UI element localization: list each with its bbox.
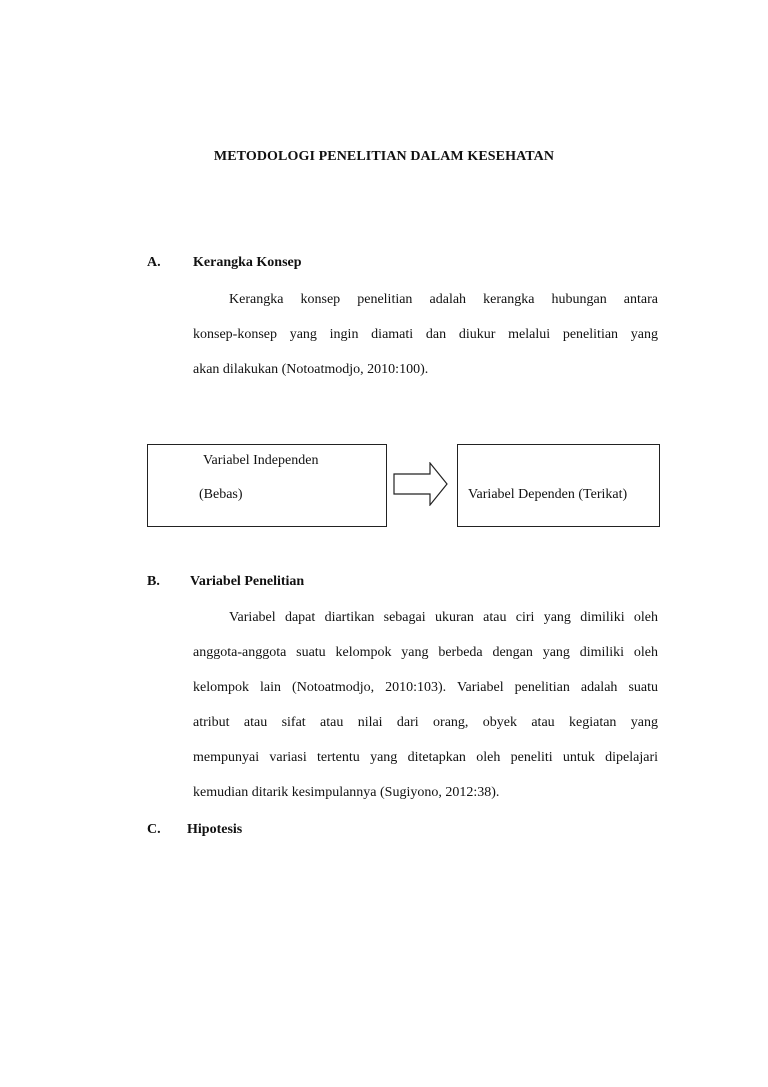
paragraph-line: kemudian ditarik kesimpulannya (Sugiyono, 2012:38). xyxy=(193,785,500,800)
paragraph-line: kelompok lain (Notoatmodjo, 2010:103). Variabel penelitian adalah suatu xyxy=(193,680,658,695)
paragraph-line: konsep-konsep yang ingin diamati dan diukur melalui penelitian yang xyxy=(193,327,658,342)
page-title: METODOLOGI PENELITIAN DALAM KESEHATAN xyxy=(213,149,555,164)
independent-variable-sublabel: (Bebas) xyxy=(199,487,243,502)
section-a-letter: A. xyxy=(147,255,161,270)
paragraph-line: anggota-anggota suatu kelompok yang berbeda dengan yang dimiliki oleh xyxy=(193,645,658,660)
section-c-heading: Hipotesis xyxy=(187,822,243,837)
dependent-variable-label: Variabel Dependen (Terikat) xyxy=(468,487,628,502)
section-b-paragraph xyxy=(193,600,658,810)
section-a-paragraph xyxy=(193,282,658,387)
section-c-letter: C. xyxy=(147,822,161,837)
dependent-variable-box xyxy=(457,444,660,527)
section-b-letter: B. xyxy=(147,574,160,589)
paragraph-line: akan dilakukan (Notoatmodjo, 2010:100). xyxy=(193,362,429,377)
paragraph-line: Variabel dapat diartikan sebagai ukuran atau ciri yang dimiliki oleh xyxy=(229,610,658,625)
section-a-heading: Kerangka Konsep xyxy=(193,255,302,270)
independent-variable-label: Variabel Independen xyxy=(203,453,319,468)
section-b-heading: Variabel Penelitian xyxy=(190,574,305,589)
right-arrow-icon xyxy=(393,462,449,506)
paragraph-line: mempunyai variasi tertentu yang ditetapkan oleh peneliti untuk dipelajari xyxy=(193,750,658,765)
paragraph-line: atribut atau sifat atau nilai dari orang, obyek atau kegiatan yang xyxy=(193,715,658,730)
paragraph-line: Kerangka konsep penelitian adalah kerangka hubungan antara xyxy=(229,292,658,307)
